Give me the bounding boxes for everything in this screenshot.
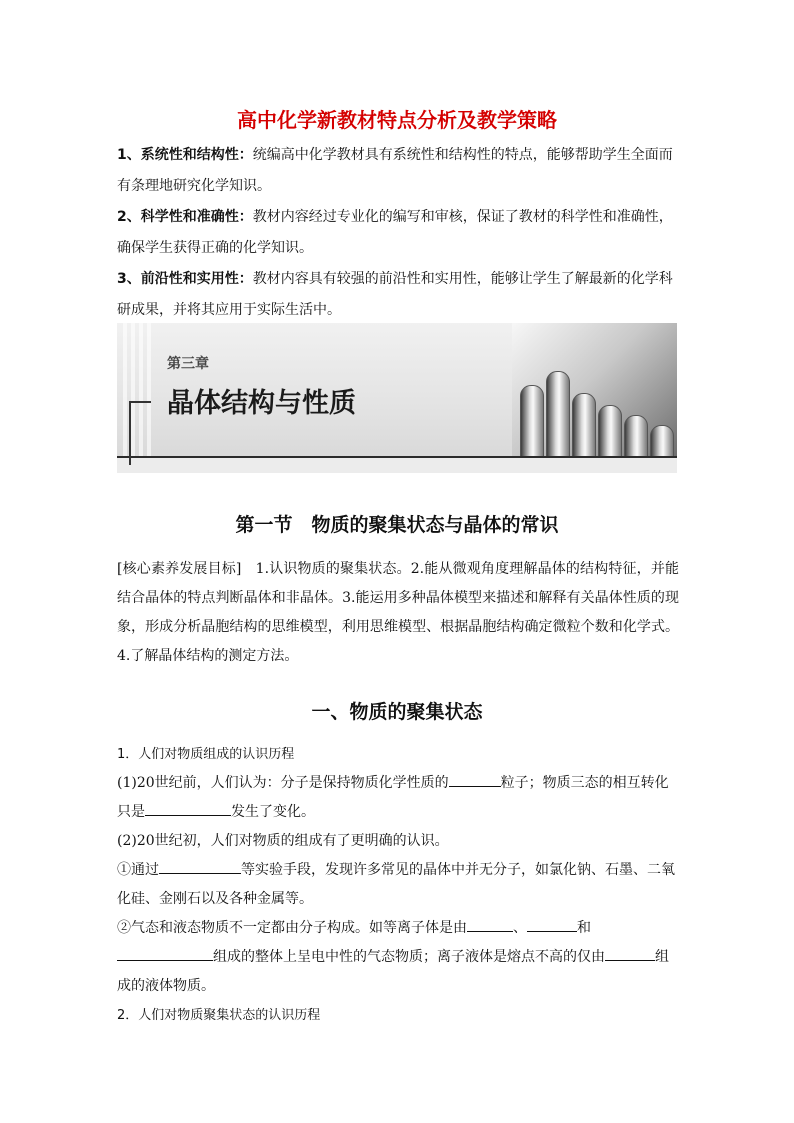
body-text: [117, 740, 679, 1030]
section-title: 第一节 物质的聚集状态与晶体的常识: [235, 514, 559, 536]
test-tube-icon: [520, 385, 544, 457]
test-tube-icon: [598, 405, 622, 457]
core-goals: [核心素养发展目标] 1.认识物质的聚集状态。2.能从微观角度理解晶体的结构特征，并能结合晶体的特点判断晶体和非晶体。3.能运用多种晶体模型来描述和解释有关晶体性质的现象，形成分析晶胞结构的思维模型，利用思维模型、根据晶胞结构确定微粒个数和化学式。4.了解晶体结构的测定方法。: [117, 561, 679, 664]
intro-label-3: 3、前沿性和实用性：: [117, 271, 253, 287]
text-run: (1)20世纪前，人们认为：分子是保持物质化学性质的: [117, 775, 449, 791]
intro-section: [117, 140, 679, 326]
body-heading-2: 2．人们对物质聚集状态的认识历程: [117, 1008, 321, 1023]
text-run: 组成的液体物质。: [117, 949, 669, 994]
fill-blank: [449, 772, 501, 787]
paragraph-1: [117, 769, 679, 827]
fill-blank: [159, 859, 241, 874]
text-run: 发生了变化。: [231, 804, 315, 820]
text-run: ②气态和液态物质不一定都由分子构成。如等离子体是由: [117, 920, 467, 936]
fill-blank: [117, 946, 213, 961]
subsection-title: 一、物质的聚集状态: [311, 701, 483, 723]
intro-text-3: 教材内容具有较强的前沿性和实用性，能够让学生了解最新的化学科研成果，并将其应用于实际生活中。: [117, 271, 673, 318]
body-heading-1: 1．人们对物质组成的认识历程: [117, 747, 295, 762]
text-run: 等实验手段，发现许多常见的晶体中并无分子，如氯化钠、石墨、二氧化硅、金刚石以及各种金属等。: [117, 862, 675, 907]
intro-text-1: 统编高中化学教材具有系统性和结构性的特点，能够帮助学生全面而有条理地研究化学知识。: [117, 147, 673, 194]
fill-blank: [527, 917, 577, 932]
intro-label-2: 2、科学性和准确性：: [117, 209, 253, 225]
text-run: 、: [513, 920, 527, 936]
document-title: 高中化学新教材特点分析及教学策略: [237, 108, 557, 132]
chapter-banner: [117, 323, 677, 473]
fill-blank: [605, 946, 655, 961]
test-tube-icon: [624, 415, 648, 457]
intro-item-2: [117, 202, 679, 264]
text-run: 粒子；物质三态的相互转化只是: [117, 775, 669, 820]
text-run: 组成的整体上呈电中性的气态物质；离子液体是熔点不高的仅由: [213, 949, 605, 965]
test-tube-icon: [546, 371, 570, 457]
banner-divider: [117, 456, 677, 458]
test-tubes-photo: [512, 323, 677, 457]
paragraph-2: (2)20世纪初，人们对物质的组成有了更明确的认识。: [117, 833, 449, 849]
test-tube-icon: [572, 393, 596, 457]
fill-blank: [145, 801, 231, 816]
banner-stripe: [123, 323, 127, 473]
paragraph-4: [117, 914, 679, 1001]
intro-item-3: [117, 264, 679, 326]
text-run: 和: [577, 920, 591, 936]
text-run: ①通过: [117, 862, 159, 878]
banner-bracket: [129, 401, 151, 465]
paragraph-3: [117, 856, 679, 914]
chapter-title: 晶体结构与性质: [167, 388, 356, 419]
intro-label-1: 1、系统性和结构性：: [117, 147, 253, 163]
fill-blank: [467, 917, 513, 932]
chapter-number: 第三章: [167, 356, 209, 372]
test-tube-icon: [650, 425, 674, 457]
banner-bottom-band: [117, 457, 677, 473]
intro-text-2: 教材内容经过专业化的编写和审核，保证了教材的科学性和准确性，确保学生获得正确的化学知识。: [117, 209, 673, 256]
intro-item-1: [117, 140, 679, 202]
